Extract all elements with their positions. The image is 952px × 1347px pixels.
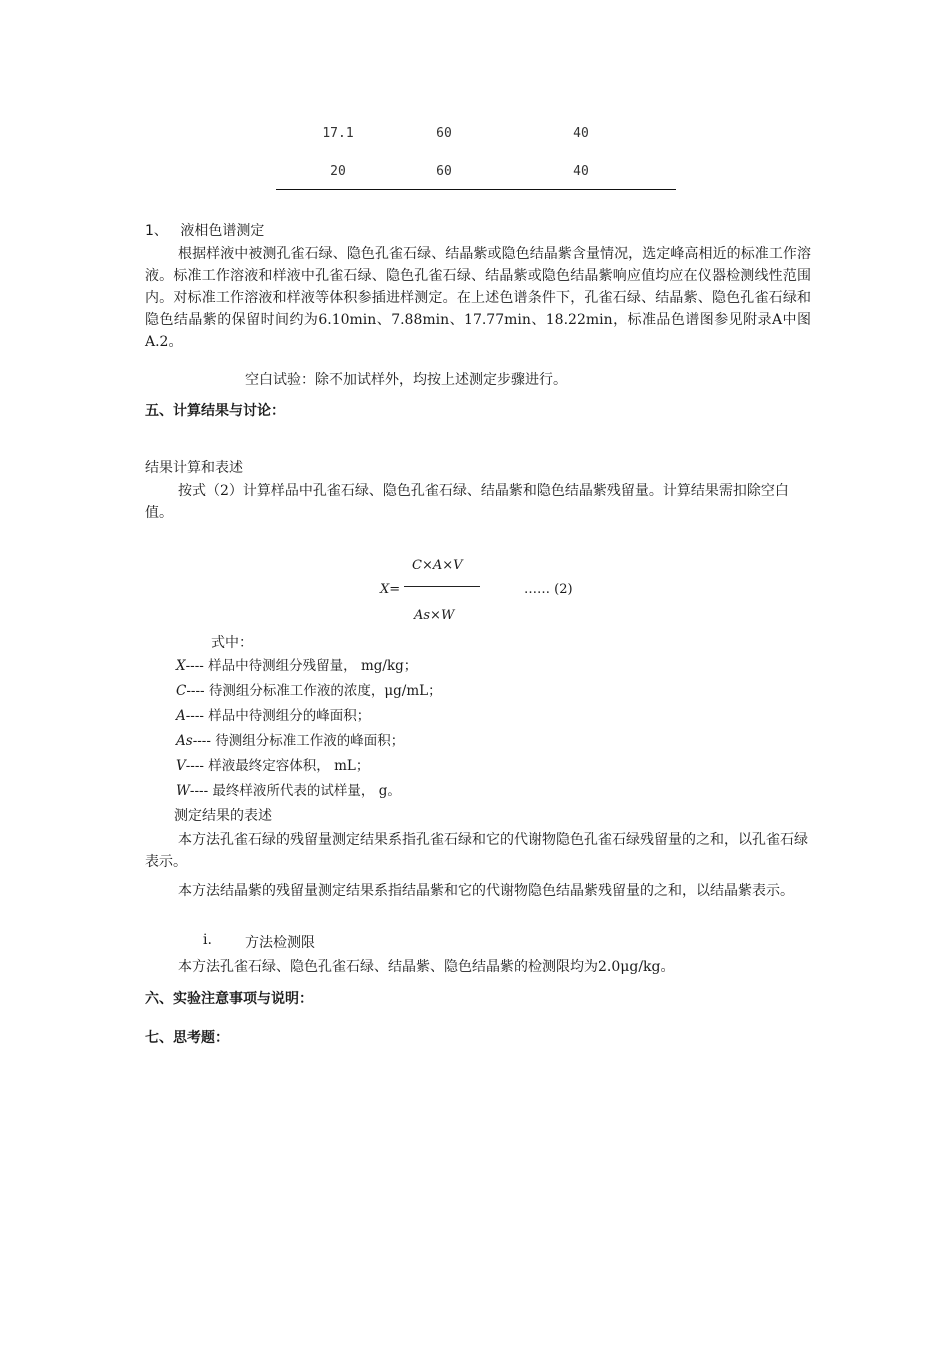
lod-text: 本方法孔雀石绿、隐色孔雀石绿、结晶紫、隐色结晶紫的检测限均为2.0μg/kg。: [178, 959, 675, 975]
section-lc-number: 1、: [145, 223, 168, 239]
table-cell: 40: [573, 126, 589, 141]
table-cell: 17.1: [322, 126, 354, 141]
formula-numerator: C×A×V: [412, 558, 463, 573]
table-cell: 60: [436, 126, 452, 141]
table-cell: 60: [436, 164, 452, 179]
formula-number: …… (2): [524, 582, 573, 597]
variable-item: [176, 730, 404, 752]
result-calc-heading: 结果计算和表述: [145, 460, 243, 476]
variable-item: [176, 680, 442, 702]
lc-paragraph-block: [145, 243, 811, 353]
result-paragraph-cv: 本方法结晶紫的残留量测定结果系指结晶紫和它的代谢物隐色结晶紫残留量的之和，以结晶紫表示。: [178, 883, 794, 899]
variable-desc: ---- 待测组分标准工作液的峰面积；: [192, 733, 405, 749]
section7-heading: 七、思考题：: [145, 1030, 229, 1046]
variable-symbol: C: [176, 683, 187, 699]
variable-item: [176, 655, 417, 677]
variable-symbol: X: [176, 658, 186, 674]
section6-heading: 六、实验注意事项与说明：: [145, 991, 313, 1007]
variable-symbol: A: [176, 708, 186, 724]
variable-symbol: As: [176, 733, 193, 749]
result-expression-heading: 测定结果的表述: [174, 808, 272, 824]
variable-desc: ---- 最终样液所代表的试样量， g。: [189, 783, 401, 799]
result-paragraph-mg: 本方法孔雀石绿的残留量测定结果系指孔雀石绿和它的代谢物隐色孔雀石绿残留量的之和，以孔雀石绿表示。: [145, 832, 808, 870]
variable-symbol: W: [176, 783, 190, 799]
blank-test-text: 空白试验：除不加试样外，均按上述测定步骤进行。: [245, 372, 567, 388]
table-bottom-rule: [276, 189, 676, 190]
lod-heading: 方法检测限: [245, 935, 315, 951]
result-calc-block: [145, 480, 811, 524]
where-label: 式中：: [211, 635, 253, 651]
variable-item: [176, 705, 370, 727]
table-cell: 20: [330, 164, 346, 179]
variable-desc: ---- 样品中待测组分的峰面积；: [185, 708, 371, 724]
lc-paragraph: 根据样液中被测孔雀石绿、隐色孔雀石绿、结晶紫或隐色结晶紫含量情况，选定峰高相近的标准工作溶液。标准工作溶液和样液中孔雀石绿、隐色孔雀石绿、结晶紫或隐色结晶紫响应值均应在仪器检测线性范围内。对标准工作溶液和样液等体积参插进样测定。在上述色谱条件下，孔雀石绿、结晶紫、隐色孔雀石绿和隐色结晶紫的保留时间约为6.10min、7.88min、17.77min、18.22min，标准品色谱图参见附录A中图A.2。: [145, 246, 811, 350]
variable-desc: ---- 样液最终定容体积， mL；: [185, 758, 370, 774]
section5-heading: 五、计算结果与讨论：: [145, 403, 285, 419]
variable-desc: ---- 样品中待测组分残留量， mg/kg；: [185, 658, 418, 674]
formula-denominator: As×W: [414, 608, 455, 623]
variable-desc: ---- 待测组分标准工作液的浓度，μg/mL；: [186, 683, 442, 699]
section-lc-heading: [145, 220, 264, 240]
table-cell: 40: [573, 164, 589, 179]
variable-item: [176, 755, 369, 777]
result-expression-block: [145, 829, 811, 902]
section-lc-title: 液相色谱测定: [180, 223, 265, 239]
formula-lhs: X=: [380, 582, 401, 597]
formula-fraction-bar: [404, 586, 480, 587]
variable-symbol: V: [176, 758, 186, 774]
result-calc-paragraph: 按式（2）计算样品中孔雀石绿、隐色孔雀石绿、结晶紫和隐色结晶紫残留量。计算结果需扣除空白值。: [145, 483, 789, 521]
variable-item: [176, 780, 401, 802]
lod-marker: i.: [203, 932, 212, 948]
